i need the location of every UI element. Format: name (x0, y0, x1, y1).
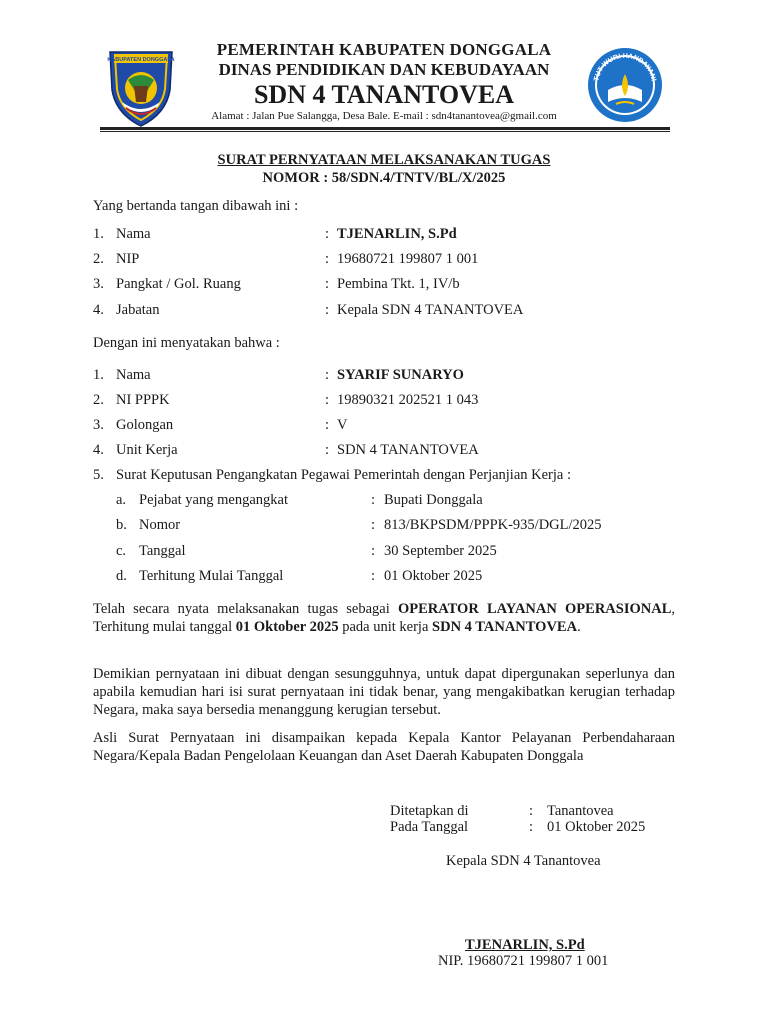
tut-wuri-handayani-emblem-icon (586, 46, 664, 124)
date-label: Pada Tanggal (390, 819, 469, 835)
date-colon: : (529, 819, 534, 835)
signer-label: Jabatan (116, 302, 160, 318)
sk-item-letter: d. (116, 568, 127, 584)
employee-nipppk-value: 19890321 202521 1 043 (337, 392, 479, 408)
sk-item-letter: a. (116, 492, 127, 508)
emblem-banner-text: KABUPATEN DONGGALA (107, 57, 175, 63)
employee-colon: : (325, 392, 330, 408)
employee-num: 4. (93, 442, 104, 458)
emblem-ring-text: TUT WURI HANDAYANI (593, 52, 657, 82)
signer-signature-name: TJENARLIN, S.Pd (465, 937, 585, 953)
signer-name-value: TJENARLIN, S.Pd (337, 226, 457, 242)
sk-item-label: Terhitung Mulai Tanggal (139, 568, 284, 584)
paragraph-run-role: OPERATOR LAYANAN OPERASIONAL (397, 601, 672, 617)
signer-num: 1. (93, 226, 104, 242)
declaration-paragraph: Demikian pernyataan ini dibuat dengan sesungguhnya, untuk dapat dipergunakan seperlunya dan apabila kemudian hari isi surat pernyataan ini tidak benar, yang mengakibatkan kerugian terhadap Negara, maka saya bersedia menanggung kerugian tersebut. (93, 666, 675, 718)
paragraph-run-date: 01 Oktober 2025 (235, 619, 339, 635)
signer-colon: : (325, 226, 330, 242)
letterhead-school-name: SDN 4 TANANTOVEA (253, 80, 515, 109)
signer-num: 2. (93, 251, 104, 267)
employee-label: Nama (116, 367, 151, 383)
place-label: Ditetapkan di (390, 803, 469, 819)
sk-effective-date-value: 01 Oktober 2025 (384, 568, 483, 584)
document-title: SURAT PERNYATAAN MELAKSANAKAN TUGAS (217, 152, 551, 168)
employee-grade-value: V (337, 417, 348, 433)
date-value: 01 Oktober 2025 (547, 819, 646, 835)
sk-item-colon: : (371, 543, 376, 559)
sk-item-label: Pejabat yang mengangkat (139, 492, 288, 508)
intro-signer: Yang bertanda tangan dibawah ini : (93, 198, 299, 214)
signer-num: 3. (93, 276, 104, 292)
letterhead-government: PEMERINTAH KABUPATEN DONGGALA (216, 40, 552, 59)
signer-colon: : (325, 302, 330, 318)
sk-number-value: 813/BKPSDM/PPPK-935/DGL/2025 (384, 517, 602, 533)
sk-item-letter: c. (116, 543, 127, 559)
employee-colon: : (325, 442, 330, 458)
employee-colon: : (325, 417, 330, 433)
document-number: NOMOR : 58/SDN.4/TNTV/BL/X/2025 (262, 170, 506, 186)
employee-unit-value: SDN 4 TANANTOVEA (337, 442, 479, 458)
sk-official-value: Bupati Donggala (384, 492, 483, 508)
signer-signature-nip: NIP. 19680721 199807 1 001 (438, 953, 609, 969)
paragraph-run: , Terhitung mulai tanggal (93, 601, 675, 635)
signer-colon: : (325, 251, 330, 267)
employee-colon: : (325, 367, 330, 383)
sk-item-letter: b. (116, 517, 127, 533)
place-value: Tanantovea (547, 803, 614, 819)
signer-colon: : (325, 276, 330, 292)
sk-item-colon: : (371, 568, 376, 584)
signer-nip-value: 19680721 199807 1 001 (337, 251, 479, 267)
letterhead-department: DINAS PENDIDIKAN DAN KEBUDAYAAN (218, 60, 550, 79)
sk-label: Surat Keputusan Pengangkatan Pegawai Pemerintah dengan Perjanjian Kerja : (116, 467, 572, 483)
letterhead-rule-thick (100, 127, 670, 130)
employee-label: Golongan (116, 417, 174, 433)
paragraph-run: . (577, 619, 581, 635)
intro-statement: Dengan ini menyatakan bahwa : (93, 335, 280, 351)
signer-rank-value: Pembina Tkt. 1, IV/b (337, 276, 460, 292)
sk-date-value: 30 September 2025 (384, 543, 497, 559)
signer-label: Nama (116, 226, 151, 242)
employee-num: 2. (93, 392, 104, 408)
employee-name-value: SYARIF SUNARYO (337, 367, 464, 383)
sk-item-label: Tanggal (139, 543, 186, 559)
paragraph-run-unit: SDN 4 TANANTOVEA (432, 619, 578, 635)
paragraph-run: pada unit kerja (338, 619, 433, 635)
signer-label: NIP (116, 251, 140, 267)
place-colon: : (529, 803, 534, 819)
letterhead-address: Alamat : Jalan Pue Salangga, Desa Bale. E-mail : sdn4tanantovea@gmail.com (211, 110, 557, 122)
signer-num: 4. (93, 302, 104, 318)
signer-position-value: Kepala SDN 4 TANANTOVEA (337, 302, 524, 318)
letterhead-rule-thin (100, 131, 670, 132)
employee-num: 3. (93, 417, 104, 433)
assignment-paragraph (93, 600, 675, 636)
employee-label: Unit Kerja (116, 442, 178, 458)
submission-paragraph: Asli Surat Pernyataan ini disampaikan kepada Kepala Kantor Pelayanan Perbendaharaan Negara/Kepala Badan Pengelolaan Keuangan dan Aset Daerah Kabupaten Donggala (93, 730, 675, 764)
paragraph-run: Telah secara nyata melaksanakan tugas sebagai (93, 601, 398, 617)
sk-item-colon: : (371, 492, 376, 508)
sk-item-label: Nomor (139, 517, 181, 533)
employee-num: 1. (93, 367, 104, 383)
signer-position-title: Kepala SDN 4 Tanantovea (446, 853, 601, 869)
employee-label: NI PPPK (116, 392, 170, 408)
kabupaten-donggala-emblem-icon (104, 46, 178, 128)
sk-num: 5. (93, 467, 104, 483)
sk-item-colon: : (371, 517, 376, 533)
signer-label: Pangkat / Gol. Ruang (116, 276, 241, 292)
